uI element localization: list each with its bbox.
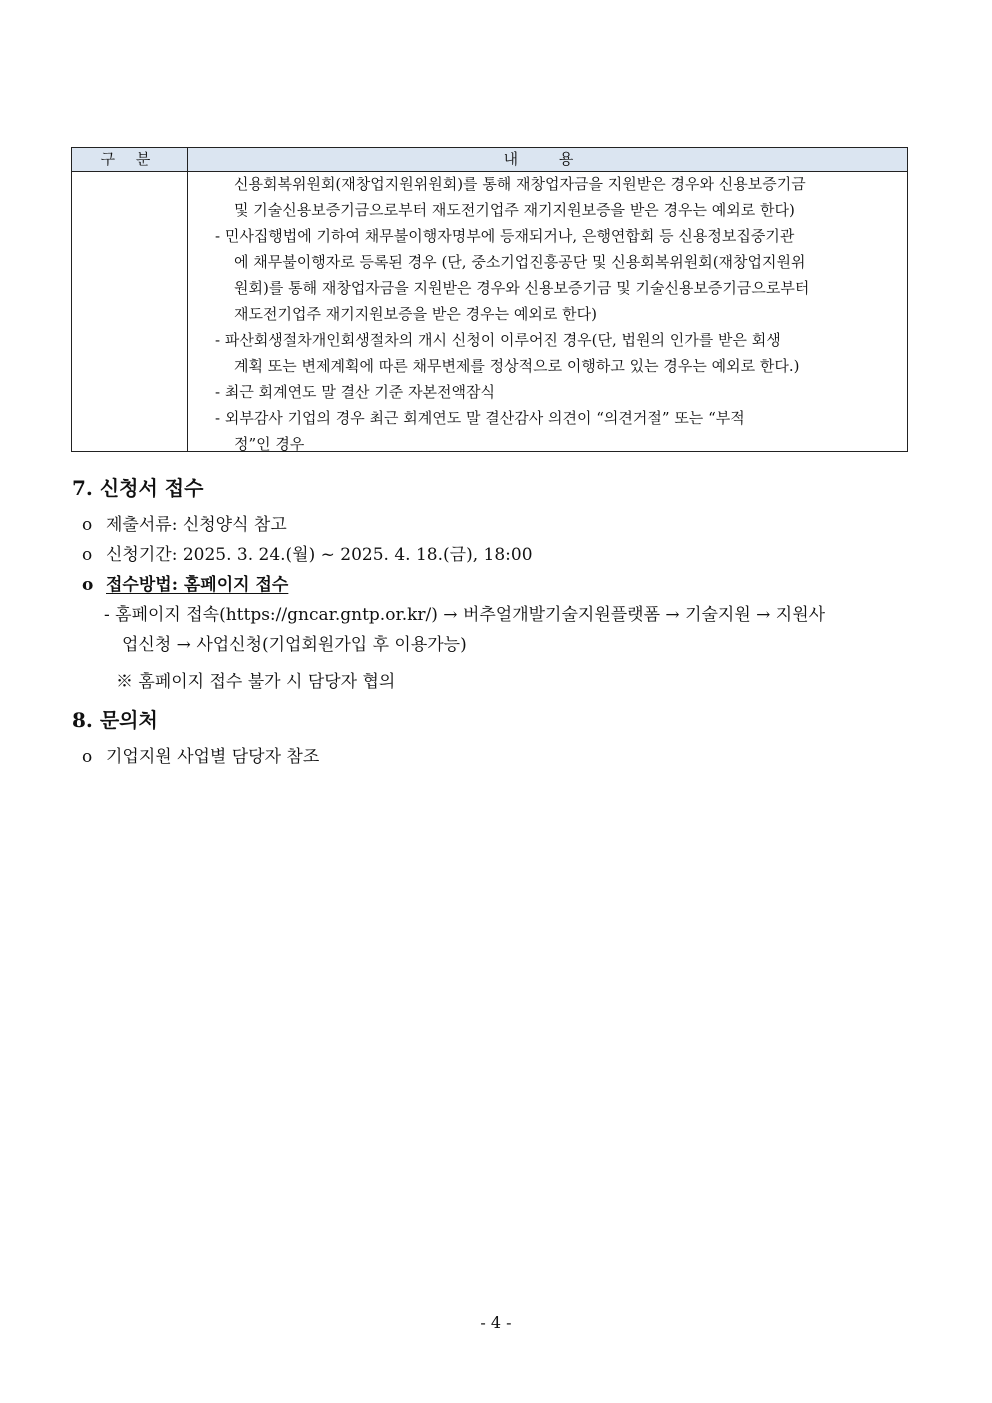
item-text: 제출서류: 신청양식 참고 xyxy=(106,515,287,535)
section-7-item-period xyxy=(82,540,533,565)
section-7-title: 7. 신청서 접수 xyxy=(72,476,204,500)
item-text: 기업지원 사업별 담당자 참조 xyxy=(106,747,320,767)
table-line: - 파산회생절차개인회생절차의 개시 신청이 이루어진 경우(단, 법원의 인가를 받은 회생 xyxy=(215,331,781,349)
table-line: 재도전기업주 재기지원보증을 받은 경우는 예외로 한다) xyxy=(234,305,597,323)
eligibility-table xyxy=(71,147,908,452)
section-7-item-method xyxy=(82,570,288,595)
table-header xyxy=(72,148,907,172)
page-number: - 4 - xyxy=(480,1313,512,1332)
table-line: 신용회복위원회(재창업지원위원회)를 통해 재창업자금을 지원받은 경우와 신용보증기금 xyxy=(234,175,806,193)
header-category: 구 분 xyxy=(72,148,188,171)
column-divider xyxy=(187,171,188,451)
table-line: - 민사집행법에 기하여 채무불이행자명부에 등재되거나, 은행연합회 등 신용정보집중기관 xyxy=(215,227,795,245)
table-line: 정”인 경우 xyxy=(234,435,305,453)
method-detail-line-2: 업신청 → 사업신청(기업회원가입 후 이용가능) xyxy=(122,635,467,655)
bullet-icon: o xyxy=(82,545,93,565)
table-content-cell xyxy=(200,171,895,457)
table-line: 에 채무불이행자로 등록된 경우 (단, 중소기업진흥공단 및 신용회복위원회(재창업지원위 xyxy=(234,253,806,271)
section-7-item-documents xyxy=(82,510,287,535)
table-line: 및 기술신용보증기금으로부터 재도전기업주 재기지원보증을 받은 경우는 예외로 한다) xyxy=(234,201,795,219)
section-8-item-contact xyxy=(82,742,319,767)
section-8-title: 8. 문의처 xyxy=(72,708,158,732)
table-line: - 외부감사 기업의 경우 최근 회계연도 말 결산감사 의견이 “의견거절” 또는 “부적 xyxy=(215,409,745,427)
header-content: 내 용 xyxy=(503,150,592,168)
table-line: 계획 또는 변제계획에 따른 채무변제를 정상적으로 이행하고 있는 경우는 예외로 한다.) xyxy=(234,357,800,375)
item-text: 접수방법: 홈페이지 접수 xyxy=(106,575,289,595)
bullet-icon: o xyxy=(82,575,94,595)
item-text: 신청기간: 2025. 3. 24.(월) ~ 2025. 4. 18.(금), 18:00 xyxy=(106,545,533,565)
table-line: - 최근 회계연도 말 결산 기준 자본전액잠식 xyxy=(215,383,496,401)
bullet-icon: o xyxy=(82,515,93,535)
table-line: 원회)를 통해 재창업자금을 지원받은 경우와 신용보증기금 및 기술신용보증기금으로부터 xyxy=(234,279,810,297)
method-note: ※ 홈페이지 접수 불가 시 담당자 협의 xyxy=(116,672,396,692)
bullet-icon: o xyxy=(82,747,93,767)
method-detail-line-1: - 홈페이지 접속(https://gncar.gntp.or.kr/) → 버추얼개발기술지원플랫폼 → 기술지원 → 지원사 xyxy=(104,605,826,625)
